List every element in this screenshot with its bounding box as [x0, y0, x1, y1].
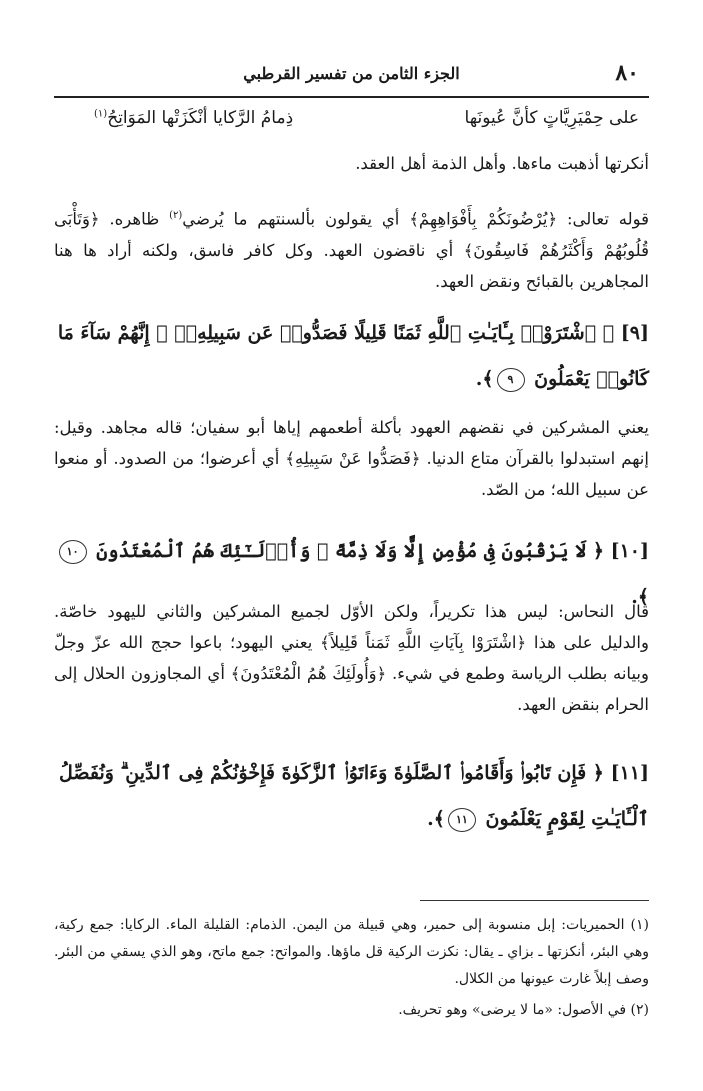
verse-number-marker-10: ١٠ — [59, 540, 87, 564]
verse-label-10: [١٠] — [610, 540, 649, 562]
poem-hemistich-second — [94, 108, 293, 128]
verse-number-marker-11: ١١ — [448, 808, 476, 832]
verse-end-9: ﴾. — [475, 368, 494, 390]
verse-label-11: [١١] — [610, 762, 649, 784]
verse-label-9: [٩] — [620, 322, 649, 344]
poem-hemistich-first: على حِمْيَرِيَّاتٍ كأنَّ عُيونَها — [464, 108, 639, 128]
footnote-divider — [420, 900, 649, 901]
footnotes — [54, 912, 649, 1028]
paragraph-2 — [54, 200, 649, 297]
paragraph-2-part-b: ظاهره. ﴿وَتَأْبَى قُلُوبُهُمْ وَأَكْثَرُهُمْ فَاسِقُونَ﴾ أي ناقضون العهد. وكل كافر فاسق، ولكنه أراد ها هنا المجاهرين بالقبائح ونقض العهد. — [54, 209, 649, 291]
footnote-ref-2: (٢) — [169, 210, 183, 221]
verse-end-11: ﴾. — [427, 808, 445, 830]
paragraph-1: أنكرتها أذهبت ماءها. وأهل الذمة أهل العقد. — [355, 154, 649, 173]
verse-text-9: ﴿ ٱشْتَرَوْا۟ بِـَٔايَـٰتِ ٱللَّهِ ثَمَنًا قَلِيلًا فَصَدُّوا۟ عَن سَبِيلِهِۦٓ ۚ إِنَّهُمْ سَآءَ مَا كَانُوا۟ يَعْمَلُونَ — [57, 322, 649, 390]
page-header — [54, 56, 649, 96]
page-number: ٨٠ — [615, 60, 639, 86]
paragraph-3: يعني المشركين في نقضهم العهود بأكلة أطعمهم إياها أبو سفيان؛ قاله مجاهد. وقيل: إنهم استبدلوا بالقرآن متاع الدنيا. ﴿فَصَدُّوا عَنْ سَبِيلِهِ﴾ أي أعرضوا؛ من الصدود. أو منعوا عن سبيل الله؛ من الصّد. — [54, 418, 649, 499]
verse-end-10: ﴾. — [631, 586, 649, 608]
verse-text-10: ﴿ لَا يَرْقُبُونَ فِى مُؤْمِنٍ إِلًّا وَلَا ذِمَّةً ۚ وَأُو۟لَـٰٓئِكَ هُمُ ٱلْمُعْتَدُونَ — [96, 540, 604, 562]
header-divider — [54, 96, 649, 98]
footnote-ref-1: (١) — [94, 108, 108, 120]
verse-text-11: ﴿ فَإِن تَابُوا۟ وَأَقَامُوا۟ ٱلصَّلَوٰةَ وَءَاتَوُا۟ ٱلزَّكَوٰةَ فَإِخْوَٰنُكُمْ فِى ٱلدِّينِ ۗ وَنُفَصِّلُ ٱلْـَٔايَـٰتِ لِقَوْمٍ يَعْلَمُونَ — [59, 762, 649, 830]
running-title: الجزء الثامن من تفسير القرطبي — [243, 64, 460, 83]
poem-verse — [54, 104, 649, 138]
paragraph-2-part-a: قوله تعالى: ﴿يُرْضُونَكُمْ بِأَفْوَاهِهِمْ﴾ أي يقولون بألسنتهم ما يُرضي — [182, 209, 650, 229]
poem-hemistich-second-text: ذِمامُ الرَّكايا أنْكَزَتْها المَوَاتِحُ — [107, 108, 294, 128]
verse-number-marker-9: ٩ — [497, 368, 525, 392]
quran-verse-11 — [54, 750, 649, 842]
quran-verse-9 — [54, 310, 649, 402]
paragraph-4: قال النحاس: ليس هذا تكريراً، ولكن الأوّل لجميع المشركين والثاني لليهود خاصّة. والدليل على هذا ﴿اشْتَرَوْا بِآيَاتِ اللَّهِ ثَمَناً قَلِيلاً﴾ يعني اليهود؛ باعوا حجج الله عزّ وجلّ وبيانه بطلب الرياسة وطمع في شيء. ﴿وَأُولَئِكَ هُمُ الْمُعْتَدُونَ﴾ أي المجاوزون الحلال إلى الحرام بنقض العهد. — [54, 602, 649, 714]
footnote-2: (٢) في الأصول: «ما لا يرضى» وهو تحريف. — [398, 1002, 649, 1018]
footnote-1: (١) الحميريات: إبل منسوبة إلى حمير، وهي قبيلة من اليمن. الذمام: القليلة الماء. الركايا: جمع ركية، وهي البئر، أنكزتها ـ بزاي ـ يقال: نكزت الركية قل ماؤها. والمواتح: جمع ماتح، وهو الذي يسقي من البئر. وصف إبلاً غارت عيونها من الكلال. — [54, 917, 649, 987]
